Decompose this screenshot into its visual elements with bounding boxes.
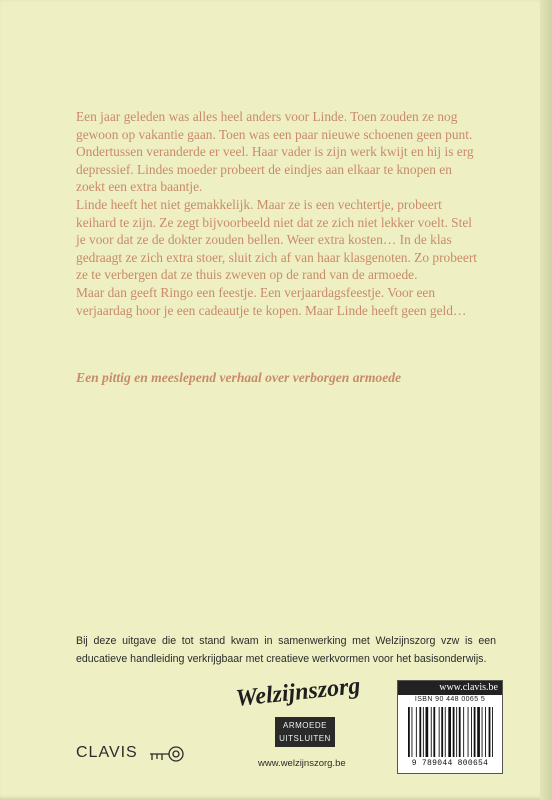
welzijnszorg-badge	[275, 717, 335, 747]
blurb-paragraph-3: Maar dan geeft Ringo een feestje. Een verjaardagsfeestje. Voor een verjaardag hoor je een cadeautje te kopen. Maar Linde heeft geen geld…	[76, 284, 467, 318]
cover-edge	[540, 0, 552, 800]
welzijnszorg-url: www.welzijnszorg.be	[258, 758, 346, 769]
tagline: Een pittig en meeslepend verhaal over verborgen armoede	[76, 370, 402, 385]
barcode-url: www.clavis.be	[398, 681, 502, 695]
welzijnszorg-logo: Welzijnszorg	[234, 673, 362, 712]
badge-line-1: ARMOEDE	[283, 721, 327, 730]
barcode-block	[397, 680, 503, 774]
blurb-paragraph-1: Een jaar geleden was alles heel anders voor Linde. Toen zouden ze nog gewoon op vakantie gaan. Toen was een paar nieuwe schoenen geen punt. Ondertussen veranderde er veel. Haar vader is zijn werk kwijt en hij is erg depressief. Lindes moeder probeert de eindjes aan elkaar te knopen en zoekt een extra baantje.	[76, 109, 474, 195]
badge-line-2: UITSLUITEN	[279, 734, 331, 743]
blurb-text	[76, 108, 484, 319]
blurb-paragraph-2: Linde heeft het niet gemakkelijk. Maar ze is een vechtertje, probeert keihard te zijn. Ze zegt bijvoorbeeld niet dat ze zich niet lekker voelt. Stel je voor dat ze de dokter zouden bellen. Weer extra kosten… In de klas gedraagt ze zich extra stoer, sluit zich af van haar klasgenoten. Zo probeert ze te verbergen dat ze thuis zweven op de rand van de armoede.	[76, 196, 477, 283]
isbn-label: ISBN 90 448 0065 5	[414, 696, 486, 703]
footer-note: Bij deze uitgave die tot stand kwam in samenwerking met Welzijnszorg vzw is een educatieve handleiding verkrijgbaar met creatieve werkvormen voor het basisonderwijs.	[76, 635, 496, 665]
barcode-icon	[406, 707, 496, 759]
key-icon	[146, 742, 188, 766]
barcode-digits: 9 789044 800654	[411, 759, 489, 768]
clavis-logo: CLAVIS	[76, 744, 138, 761]
